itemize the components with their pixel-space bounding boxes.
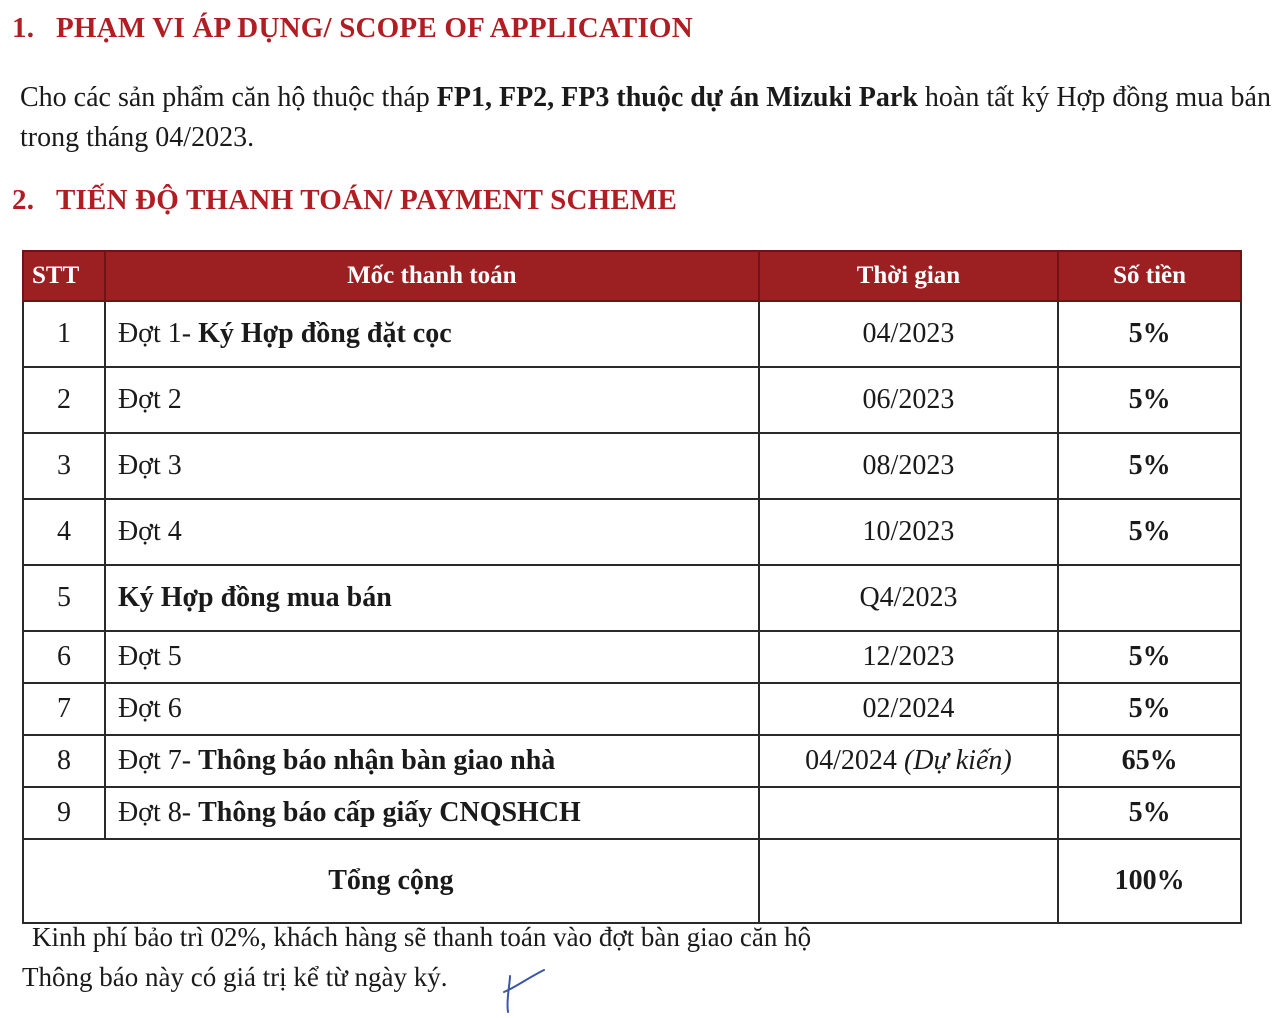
row-amount: 5% [1058, 301, 1241, 367]
table-row [23, 683, 1241, 735]
row-milestone-plain: Đợt 6 [117, 693, 182, 724]
row-time [759, 787, 1059, 839]
row-time [759, 367, 1059, 433]
table-row [23, 499, 1241, 565]
row-stt: 3 [23, 433, 105, 499]
scope-text-end: hoàn tất ký Hợp đồng mua bán trong tháng 04/2023. [20, 82, 1271, 153]
table-header-row [23, 251, 1241, 301]
row-time-value: 04/2024 [805, 745, 897, 776]
row-milestone-bold: Ký Hợp đồng đặt cọc [198, 318, 452, 349]
maintenance-fee-note: Kinh phí bảo trì 02%, khách hàng sẽ thanh toán vào đợt bàn giao căn hộ [32, 922, 812, 952]
row-milestone [105, 565, 759, 631]
row-milestone-plain: Đợt 7- [117, 745, 199, 776]
row-milestone-plain: Đợt 5 [117, 641, 182, 672]
row-milestone [105, 301, 759, 367]
signature-mark [500, 962, 550, 1018]
row-milestone [105, 683, 759, 735]
row-time-value: 04/2023 [862, 318, 955, 349]
scope-text-start: Cho các sản phẩm căn hộ thuộc tháp [20, 82, 437, 113]
section-1-heading [12, 12, 693, 45]
row-time [759, 499, 1059, 565]
row-amount: 5% [1058, 787, 1241, 839]
row-stt: 8 [23, 735, 105, 787]
header-time: Thời gian [759, 251, 1059, 301]
table-row [23, 565, 1241, 631]
row-time [759, 735, 1059, 787]
row-amount: 5% [1058, 367, 1241, 433]
section-2-number: 2. [12, 184, 35, 216]
row-milestone-plain: Đợt 1- [117, 318, 199, 349]
table-row [23, 787, 1241, 839]
row-time [759, 631, 1059, 683]
row-milestone [105, 735, 759, 787]
row-milestone [105, 499, 759, 565]
row-milestone-plain: Đợt 8- [117, 797, 199, 828]
row-stt: 7 [23, 683, 105, 735]
row-time-value: 08/2023 [862, 450, 955, 481]
row-time-note: (Dự kiến) [903, 745, 1012, 776]
total-row [23, 839, 1241, 923]
row-time-value: 02/2024 [862, 693, 955, 724]
scope-paragraph [20, 78, 1272, 158]
row-milestone [105, 787, 759, 839]
row-time-value: 06/2023 [862, 384, 955, 415]
row-amount: 5% [1058, 499, 1241, 565]
table-row [23, 735, 1241, 787]
row-milestone [105, 367, 759, 433]
table-row [23, 631, 1241, 683]
row-time [759, 683, 1059, 735]
validity-note: Thông báo này có giá trị kể từ ngày ký. [22, 962, 448, 992]
header-stt: STT [23, 251, 105, 301]
table-row [23, 367, 1241, 433]
total-label: Tổng cộng [23, 839, 759, 923]
table-row [23, 433, 1241, 499]
row-amount [1058, 565, 1241, 631]
row-time-value: 10/2023 [862, 516, 955, 547]
section-1-number: 1. [12, 12, 35, 44]
row-stt: 4 [23, 499, 105, 565]
total-amount: 100% [1058, 839, 1241, 923]
row-amount: 5% [1058, 683, 1241, 735]
row-stt: 9 [23, 787, 105, 839]
payment-scheme-table [22, 250, 1242, 924]
total-time-empty [759, 839, 1059, 923]
row-stt: 2 [23, 367, 105, 433]
row-amount: 5% [1058, 433, 1241, 499]
row-milestone-plain: Đợt 3 [117, 450, 182, 481]
row-milestone-bold: Thông báo cấp giấy CNQSHCH [198, 797, 581, 828]
row-stt: 5 [23, 565, 105, 631]
row-milestone [105, 433, 759, 499]
row-milestone-plain: Đợt 2 [117, 384, 182, 415]
row-milestone [105, 631, 759, 683]
row-stt: 1 [23, 301, 105, 367]
table-row [23, 301, 1241, 367]
scope-text-bold: FP1, FP2, FP3 thuộc dự án Mizuki Park [436, 82, 918, 113]
row-time [759, 433, 1059, 499]
row-milestone-bold: Ký Hợp đồng mua bán [117, 582, 392, 613]
section-1-title: PHẠM VI ÁP DỤNG/ SCOPE OF APPLICATION [56, 12, 693, 44]
header-amount: Số tiền [1058, 251, 1241, 301]
row-time [759, 565, 1059, 631]
row-amount: 5% [1058, 631, 1241, 683]
header-milestone: Mốc thanh toán [105, 251, 759, 301]
section-2-heading [12, 184, 677, 217]
row-milestone-bold: Thông báo nhận bàn giao nhà [198, 745, 556, 776]
row-time-value: 12/2023 [862, 641, 955, 672]
row-stt: 6 [23, 631, 105, 683]
row-milestone-plain: Đợt 4 [117, 516, 182, 547]
row-time-value: Q4/2023 [859, 582, 958, 613]
section-2-title: TIẾN ĐỘ THANH TOÁN/ PAYMENT SCHEME [56, 184, 678, 216]
row-amount: 65% [1058, 735, 1241, 787]
row-time [759, 301, 1059, 367]
